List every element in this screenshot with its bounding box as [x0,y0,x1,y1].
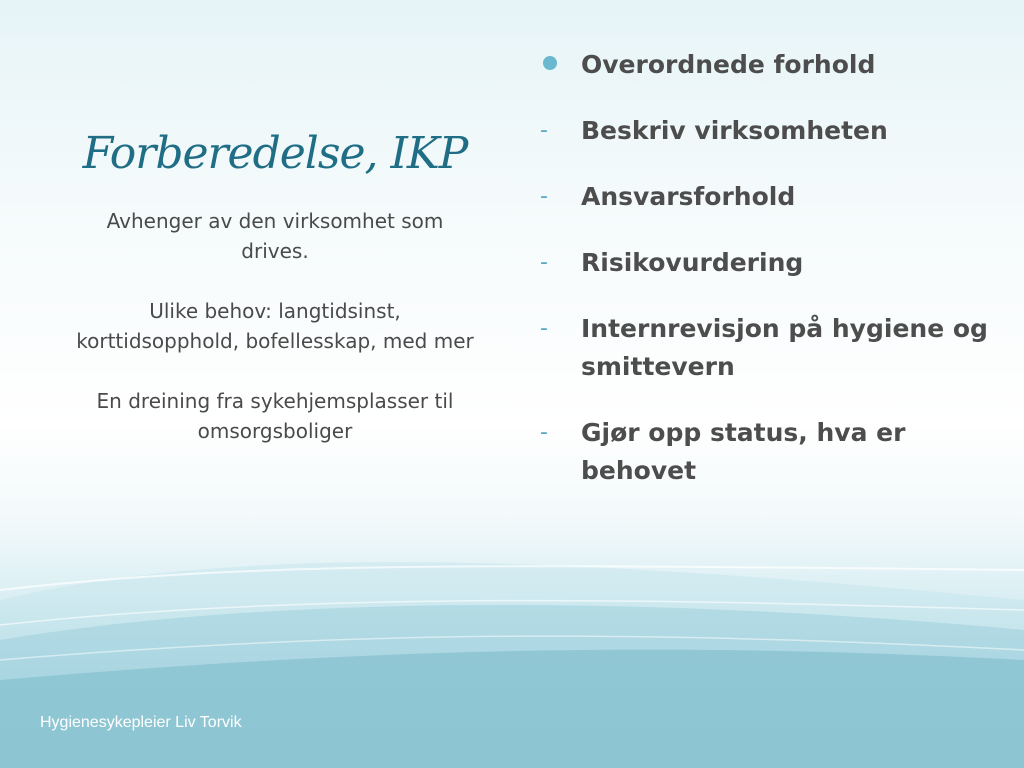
footer-author: Hygienesykepleier Liv Torvik [40,714,242,731]
dash-marker-icon: - [540,118,548,143]
list-item-text: Overordnede forhold [581,50,876,79]
list-item-text: Risikovurdering [581,248,804,277]
dash-marker-icon: - [540,184,548,209]
right-bullet-list [538,46,988,518]
list-item-text: Internrevisjon på hygiene og smittevern [581,314,988,381]
list-item [538,244,988,282]
slide-title: Forberedelse, IKP [82,128,468,179]
list-item [538,112,988,150]
list-item [538,46,988,84]
list-item [538,310,988,386]
left-paragraph: Ulike behov: langtidsinst, korttidsopphold, bofellesskap, med mer [76,299,474,353]
bullet-dot-icon [543,56,557,70]
dash-marker-icon: - [540,250,548,275]
left-paragraph: En dreining fra sykehjemsplasser til omsorgsboliger [96,389,454,443]
list-item-text: Ansvarsforhold [581,182,796,211]
dash-marker-icon: - [540,420,548,445]
list-item-text: Beskriv virksomheten [581,116,888,145]
list-item [538,178,988,216]
list-item-text: Gjør opp status, hva er behovet [581,418,906,485]
left-text-block [70,206,480,476]
dash-marker-icon: - [540,316,548,341]
left-paragraph: Avhenger av den virksomhet som drives. [106,209,444,263]
list-item [538,414,988,490]
